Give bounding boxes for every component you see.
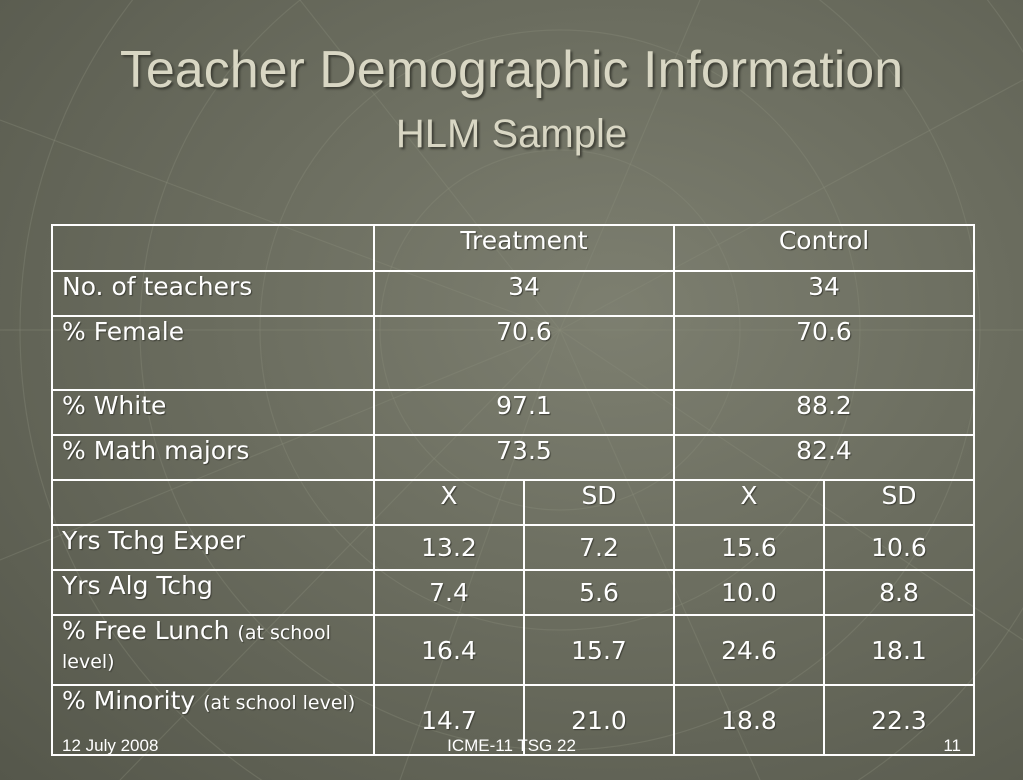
treatment-value: 73.5	[374, 435, 674, 480]
footer-event: ICME-11 TSG 22	[447, 736, 576, 755]
value-cell: 7.4	[374, 570, 524, 615]
control-value: 88.2	[674, 390, 974, 435]
table-row	[52, 525, 974, 570]
row-label: % Math majors	[52, 435, 374, 480]
row-label-text: % Minority	[62, 686, 196, 715]
control-header: Control	[674, 225, 974, 271]
value-cell: 5.6	[524, 570, 674, 615]
treatment-header: Treatment	[374, 225, 674, 271]
table-row	[52, 570, 974, 615]
row-label: % White	[52, 390, 374, 435]
group-header-row	[52, 225, 974, 271]
value-cell: 8.8	[824, 570, 974, 615]
value-cell: 22.3	[824, 685, 974, 755]
table-row	[52, 316, 974, 390]
value-cell: 13.2	[374, 525, 524, 570]
control-value: 82.4	[674, 435, 974, 480]
slide-subtitle: HLM Sample	[395, 112, 628, 156]
footer-date: 12 July 2008	[62, 736, 159, 755]
row-label: % Female	[52, 316, 374, 390]
table-row	[52, 435, 974, 480]
value-cell: 15.7	[524, 615, 674, 685]
empty-header-cell	[52, 480, 374, 525]
value-cell: 21.0	[524, 685, 674, 755]
row-label-text: Yrs Alg Tchg	[62, 571, 213, 600]
row-label	[52, 525, 374, 570]
footer-page-number: 11	[943, 736, 961, 755]
treatment-value: 34	[374, 271, 674, 316]
stat-header-row	[52, 480, 974, 525]
value-cell: 24.6	[674, 615, 824, 685]
row-label	[52, 615, 374, 685]
demographics-table	[51, 224, 975, 756]
value-cell: 18.1	[824, 615, 974, 685]
value-cell: 14.7	[374, 685, 524, 755]
value-cell: 16.4	[374, 615, 524, 685]
table-row	[52, 390, 974, 435]
control-value: 34	[674, 271, 974, 316]
table-row	[52, 271, 974, 316]
stat-header: SD	[524, 480, 674, 525]
value-cell: 10.6	[824, 525, 974, 570]
row-label: No. of teachers	[52, 271, 374, 316]
value-cell: 7.2	[524, 525, 674, 570]
treatment-value: 70.6	[374, 316, 674, 390]
table-row	[52, 615, 974, 685]
stat-header: X	[674, 480, 824, 525]
value-cell: 15.6	[674, 525, 824, 570]
empty-header-cell	[52, 225, 374, 271]
row-label	[52, 570, 374, 615]
value-cell: 18.8	[674, 685, 824, 755]
row-label-note: (at school level)	[203, 692, 356, 714]
stat-header: SD	[824, 480, 974, 525]
slide-title: Teacher Demographic Information	[119, 41, 904, 99]
row-label-note: (at school level)	[62, 622, 331, 673]
control-value: 70.6	[674, 316, 974, 390]
row-label-text: Yrs Tchg Exper	[62, 526, 246, 555]
stat-header: X	[374, 480, 524, 525]
treatment-value: 97.1	[374, 390, 674, 435]
row-label-text: % Free Lunch	[62, 616, 230, 645]
value-cell: 10.0	[674, 570, 824, 615]
